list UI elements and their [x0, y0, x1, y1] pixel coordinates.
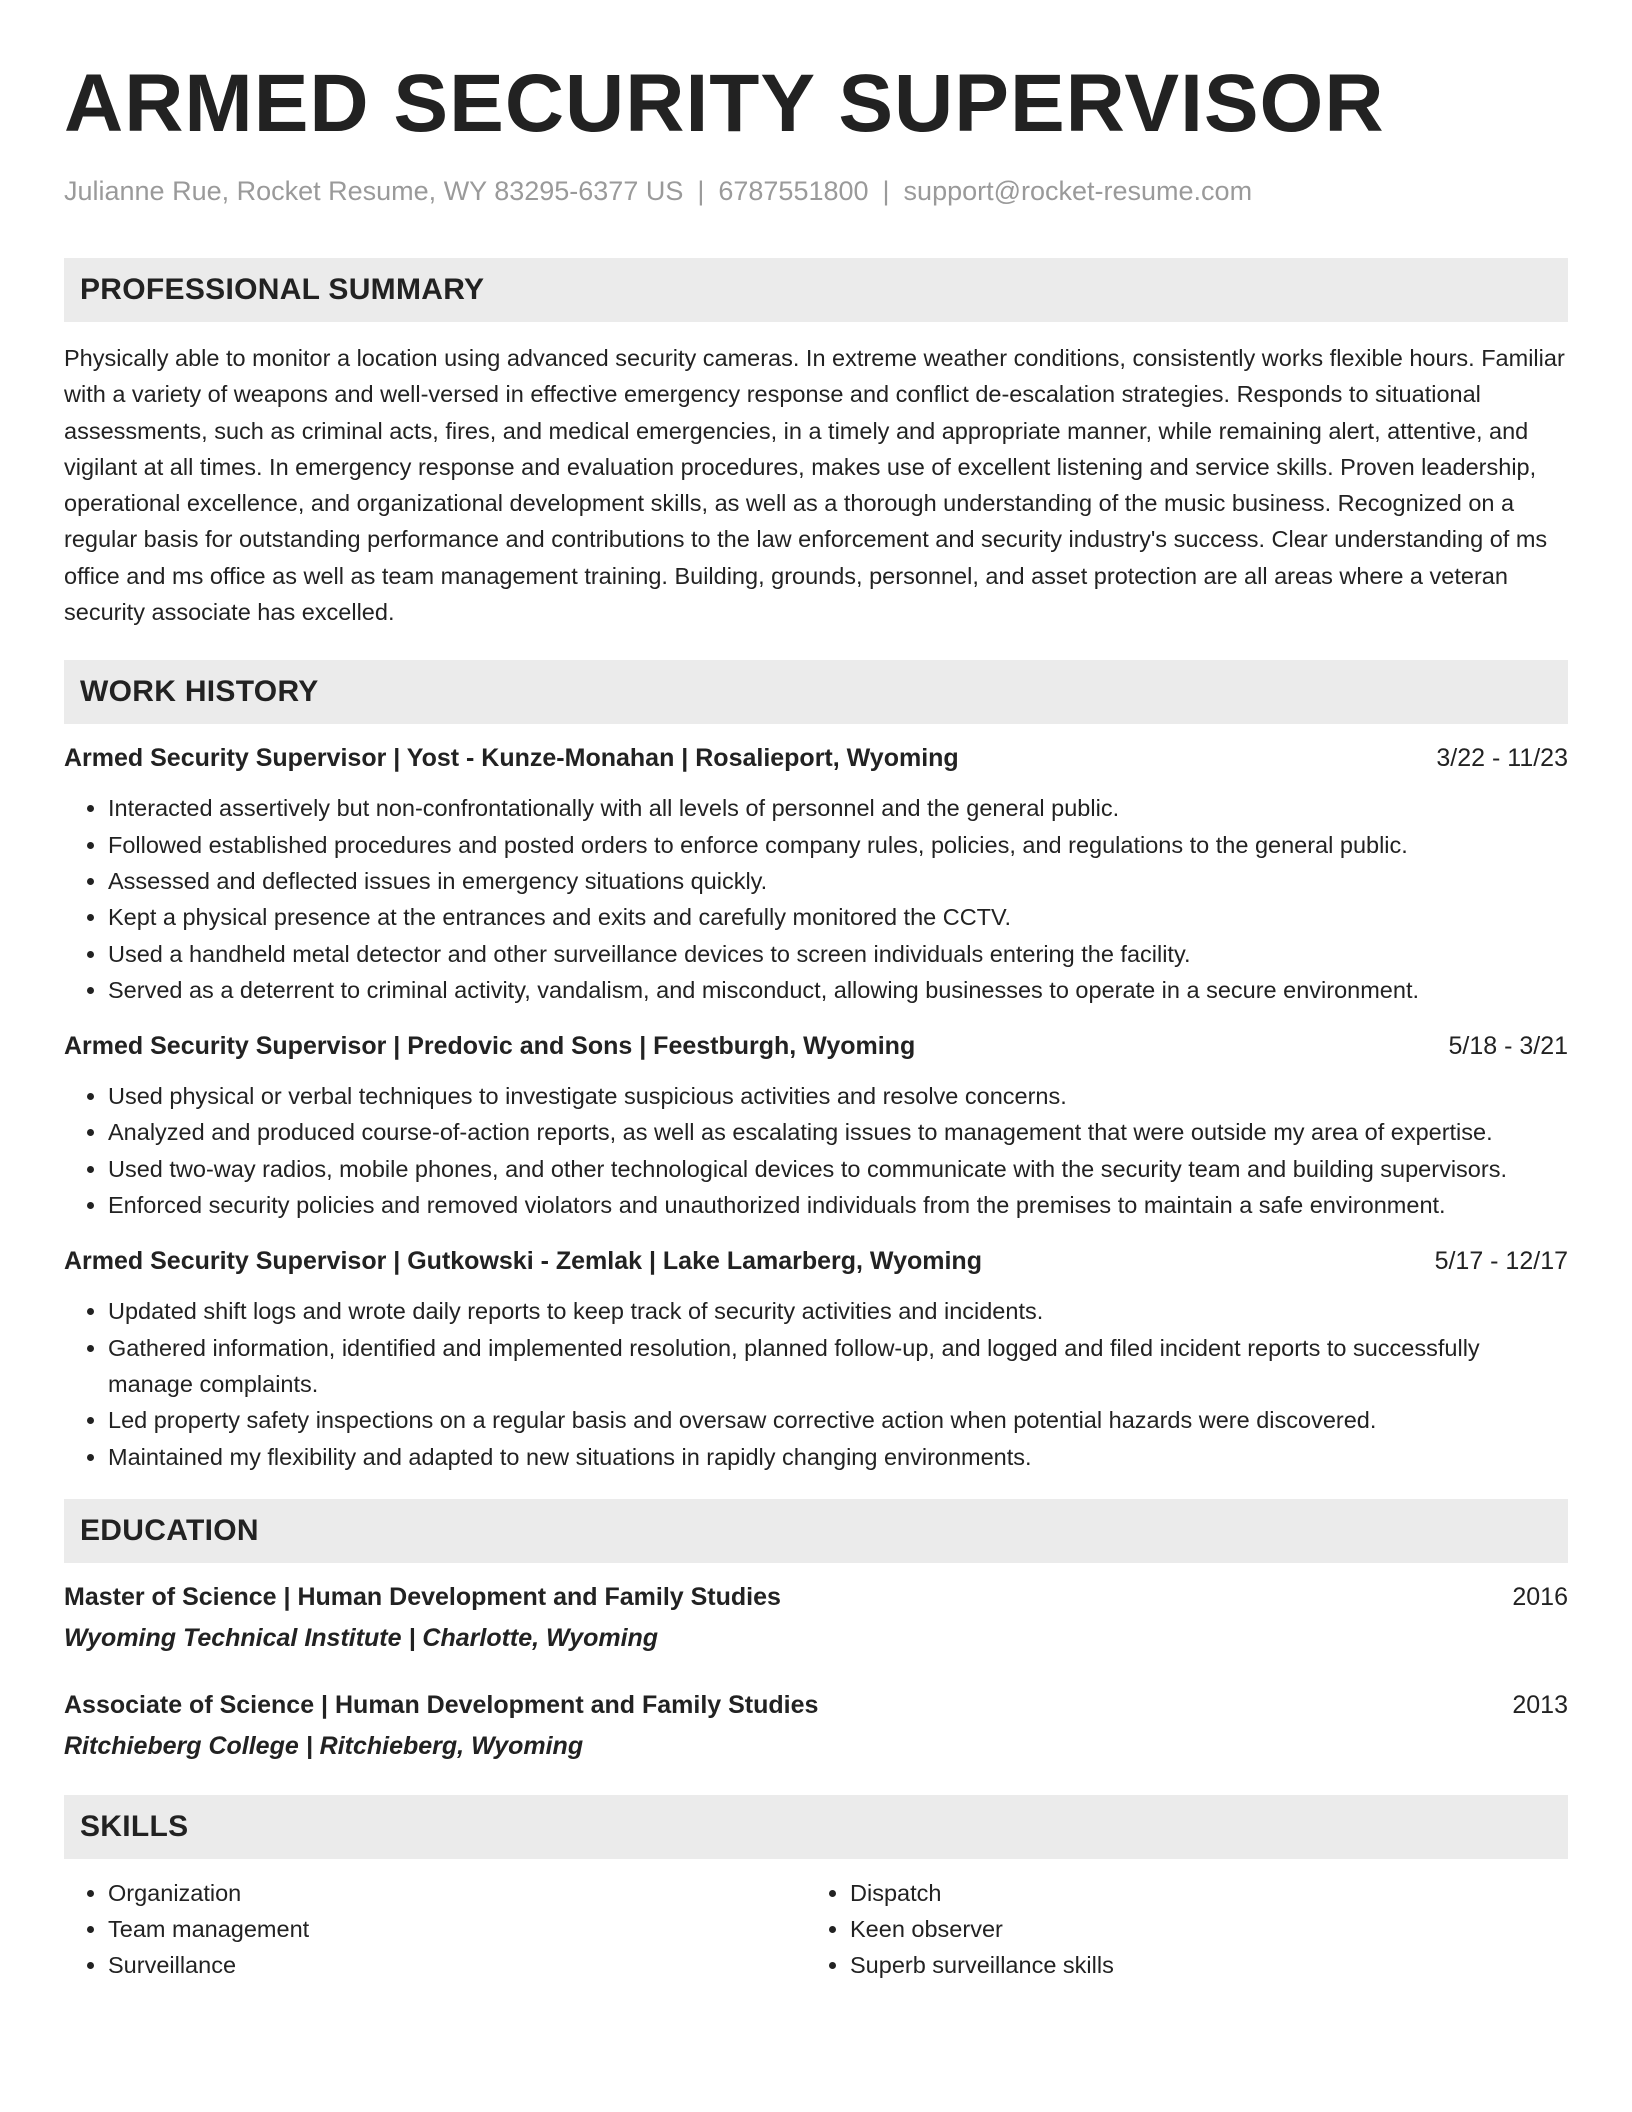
job-bullet: • Used a handheld metal detector and other surveillance devices to screen individuals entering the facility.	[108, 936, 1568, 972]
job-bullets	[64, 1293, 1568, 1474]
job-header	[64, 740, 1568, 776]
skill-item: • Team management	[108, 1911, 806, 1947]
contact-separator: |	[882, 176, 890, 206]
job-bullet: • Served as a deterrent to criminal activity, vandalism, and misconduct, allowing businesses to operate in a secure environment.	[108, 972, 1568, 1008]
job-bullets	[64, 1078, 1568, 1223]
job-bullet: • Kept a physical presence at the entrances and exits and carefully monitored the CCTV.	[108, 899, 1568, 935]
resume-title: ARMED SECURITY SUPERVISOR	[64, 58, 1385, 149]
education-year: 2013	[1512, 1690, 1568, 1719]
education-entry	[64, 1687, 1568, 1765]
education-header	[64, 1687, 1568, 1723]
job-bullet: • Maintained my flexibility and adapted to new situations in rapidly changing environments.	[108, 1439, 1568, 1475]
job-bullet: • Used two-way radios, mobile phones, and other technological devices to communicate with the security team and building supervisors.	[108, 1151, 1568, 1187]
job-header	[64, 1243, 1568, 1279]
job-title: Armed Security Supervisor | Predovic and Sons | Feestburgh, Wyoming	[64, 1032, 916, 1061]
job-entry	[64, 740, 1568, 1008]
contact-separator: |	[697, 176, 705, 206]
job-bullet: • Followed established procedures and posted orders to enforce company rules, policies, and regulations to the general public.	[108, 827, 1568, 863]
contact-line	[64, 174, 1568, 208]
work-history-heading: WORK HISTORY	[64, 660, 1568, 724]
job-bullet: • Analyzed and produced course-of-action reports, as well as escalating issues to management that were outside my area of expertise.	[108, 1114, 1568, 1150]
job-bullet: • Led property safety inspections on a regular basis and oversaw corrective action when potential hazards were discovered.	[108, 1402, 1568, 1438]
education-year: 2016	[1512, 1582, 1568, 1611]
skills-column-left	[64, 1875, 806, 1984]
skill-item: • Dispatch	[850, 1875, 1568, 1911]
education-header	[64, 1579, 1568, 1615]
job-title: Armed Security Supervisor | Yost - Kunze-Monahan | Rosalieport, Wyoming	[64, 744, 959, 773]
job-bullet: • Used physical or verbal techniques to investigate suspicious activities and resolve concerns.	[108, 1078, 1568, 1114]
job-title: Armed Security Supervisor | Gutkowski - Zemlak | Lake Lamarberg, Wyoming	[64, 1247, 982, 1276]
skill-item: • Organization	[108, 1875, 806, 1911]
job-bullet: • Enforced security policies and removed violators and unauthorized individuals from the premises to maintain a safe environment.	[108, 1187, 1568, 1223]
education-school: Ritchieberg College | Ritchieberg, Wyoming	[64, 1731, 584, 1760]
education-heading: EDUCATION	[64, 1499, 1568, 1563]
summary-heading: PROFESSIONAL SUMMARY	[64, 258, 1568, 322]
education-entry	[64, 1579, 1568, 1657]
skill-item: • Surveillance	[108, 1947, 806, 1983]
education-degree: Master of Science | Human Development and Family Studies	[64, 1582, 781, 1611]
contact-email: support@rocket-resume.com	[903, 176, 1253, 206]
education-school: Wyoming Technical Institute | Charlotte, Wyoming	[64, 1623, 659, 1652]
skills-column-right	[806, 1875, 1568, 1984]
job-bullet: • Gathered information, identified and implemented resolution, planned follow-up, and logged and filed incident reports to successfully manage complaints.	[108, 1330, 1568, 1403]
skill-item: • Superb surveillance skills	[850, 1947, 1568, 1983]
job-entry	[64, 1028, 1568, 1223]
job-bullet: • Assessed and deflected issues in emergency situations quickly.	[108, 863, 1568, 899]
contact-address: Julianne Rue, Rocket Resume, WY 83295-6377 US	[64, 176, 684, 206]
job-bullets	[64, 790, 1568, 1008]
job-bullet: • Interacted assertively but non-confrontationally with all levels of personnel and the general public.	[108, 790, 1568, 826]
job-entry	[64, 1243, 1568, 1474]
job-dates: 5/18 - 3/21	[1448, 1032, 1568, 1061]
skills-list	[64, 1875, 1568, 1984]
education-degree: Associate of Science | Human Development and Family Studies	[64, 1690, 819, 1719]
skill-item: • Keen observer	[850, 1911, 1568, 1947]
job-dates: 3/22 - 11/23	[1436, 744, 1568, 773]
skills-heading: SKILLS	[64, 1795, 1568, 1859]
job-bullet: • Updated shift logs and wrote daily reports to keep track of security activities and incidents.	[108, 1293, 1568, 1329]
contact-phone: 6787551800	[718, 176, 869, 206]
job-dates: 5/17 - 12/17	[1434, 1247, 1568, 1276]
job-header	[64, 1028, 1568, 1064]
summary-text: Physically able to monitor a location using advanced security cameras. In extreme weather conditions, consistently works flexible hours. Familiar with a variety of weapons and well-versed in effective emergency response and conflict de-escalation strategies. Responds to situational assessments, such as criminal acts, fires, and medical emergencies, in a timely and appropriate manner, while remaining alert, attentive, and vigilant at all times. In emergency response and evaluation procedures, makes use of excellent listening and service skills. Proven leadership, operational excellence, and organizational development skills, as well as a thorough understanding of the music business. Recognized on a regular basis for outstanding performance and contributions to the law enforcement and security industry's success. Clear understanding of ms office and ms office as well as team management training. Building, grounds, personnel, and asset protection are all areas where a veteran security associate has excelled.	[64, 345, 1565, 626]
